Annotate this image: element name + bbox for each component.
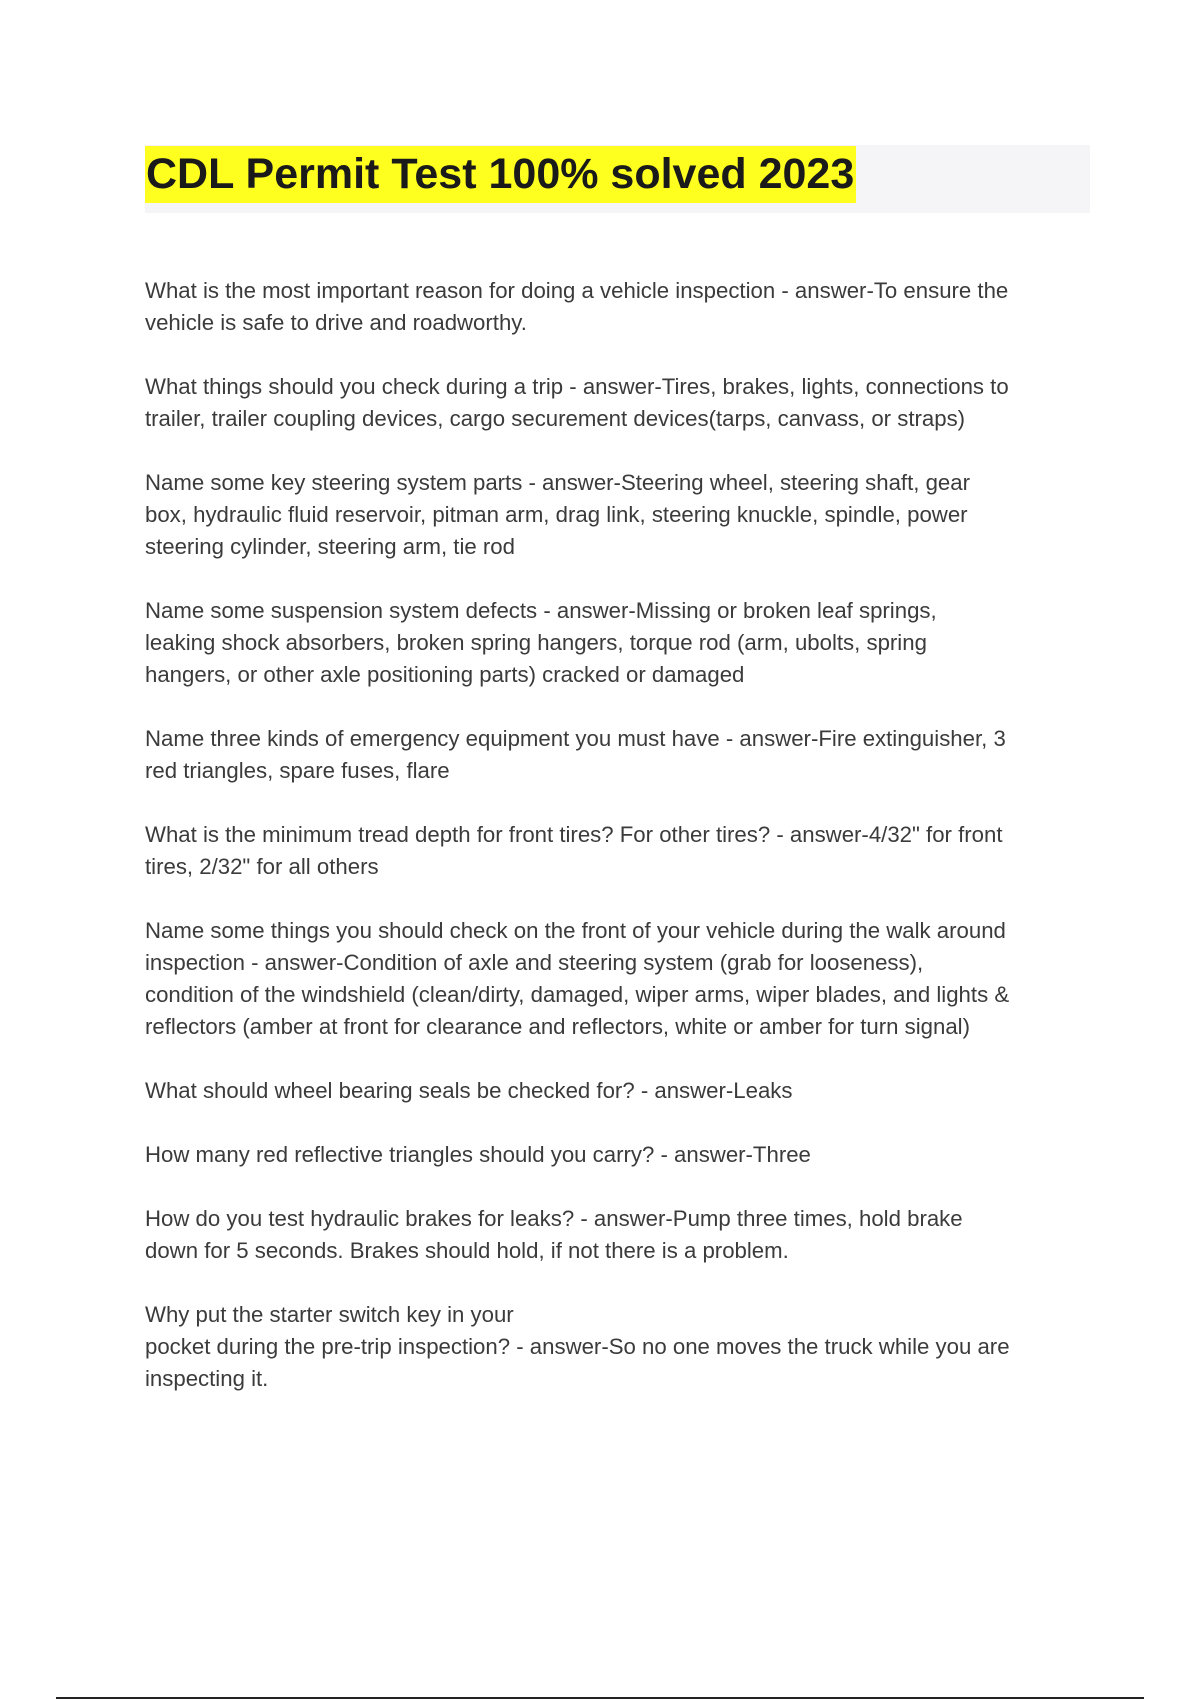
qa-item-8: What should wheel bearing seals be checked for? - answer-Leaks [145,1078,793,1103]
qa-list [145,275,1093,1427]
qa-item-10: How do you test hydraulic brakes for leaks? - answer-Pump three times, hold brake down for 5 seconds. Brakes should hold, if not there is a problem. [145,1206,963,1263]
page-bottom-rule [56,1697,1144,1699]
qa-item-9: How many red reflective triangles should you carry? - answer-Three [145,1142,811,1167]
qa-item-1: What is the most important reason for doing a vehicle inspection - answer-To ensure the vehicle is safe to drive and roadworthy. [145,278,1009,335]
qa-item-3: Name some key steering system parts - answer-Steering wheel, steering shaft, gear box, hydraulic fluid reservoir, pitman arm, drag link, steering knuckle, spindle, power steering cylinder, steering arm, tie rod [145,470,970,559]
qa-item-5: Name three kinds of emergency equipment you must have - answer-Fire extinguisher, 3 red triangles, spare fuses, flare [145,726,1006,783]
qa-item-11: Why put the starter switch key in your pocket during the pre-trip inspection? - answer-So no one moves the truck while you are inspecting it. [145,1302,1010,1391]
qa-item-6: What is the minimum tread depth for front tires? For other tires? - answer-4/32" for front tires, 2/32" for all others [145,822,1003,879]
qa-item-2: What things should you check during a trip - answer-Tires, brakes, lights, connections to trailer, trailer coupling devices, cargo securement devices(tarps, canvass, or straps) [145,374,1009,431]
qa-item-7: Name some things you should check on the front of your vehicle during the walk around inspection - answer-Condition of axle and steering system (grab for looseness), condition of the windshield (clean/dirty, damaged, wiper arms, wiper blades, and lights & reflectors (amber at front for clearance and reflectors, white or amber for turn signal) [145,918,1010,1039]
document-title: CDL Permit Test 100% solved 2023 [145,146,856,203]
qa-item-4: Name some suspension system defects - answer-Missing or broken leaf springs, leaking shock absorbers, broken spring hangers, torque rod (arm, ubolts, spring hangers, or other axle positioning parts) cracked or damaged [145,598,937,687]
